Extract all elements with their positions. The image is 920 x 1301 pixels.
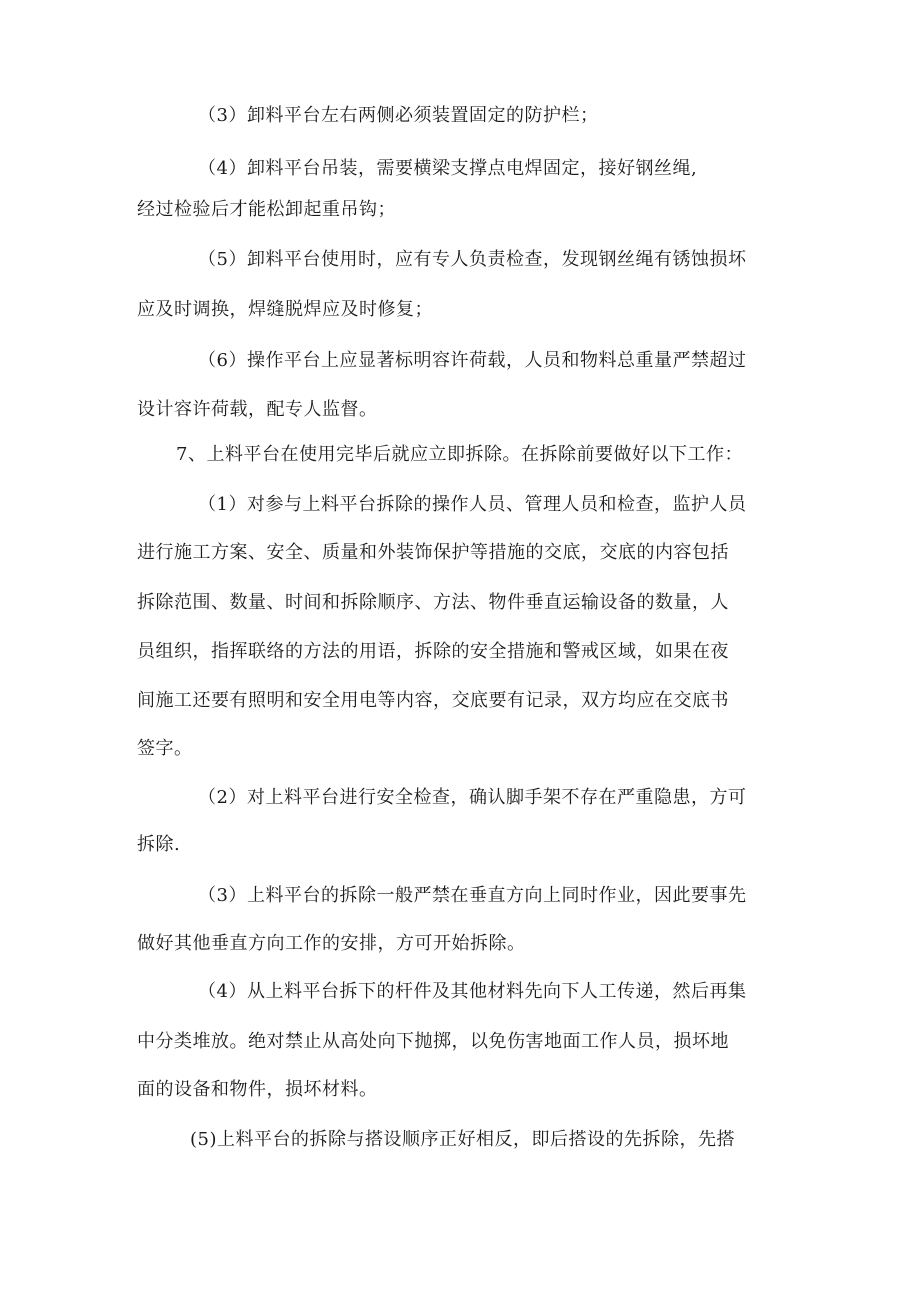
text-line: （3）上料平台的拆除一般严禁在垂直方向上同时作业，因此要事先 <box>198 885 747 906</box>
text-line: 经过检验后才能松卸起重吊钩； <box>137 199 396 220</box>
text-line: 做好其他垂直方向工作的安排，方可开始拆除。 <box>137 933 526 954</box>
text-line: 面的设备和物件，损坏材料。 <box>137 1079 378 1100</box>
text-line: 拆除. <box>137 834 181 855</box>
text-line: 拆除范围、数量、时间和拆除顺序、方法、物件垂直运输设备的数量，人 <box>137 592 729 613</box>
text-line: （4）从上料平台拆下的杆件及其他材料先向下人工传递，然后再集 <box>198 981 747 1002</box>
text-line: （1）对参与上料平台拆除的操作人员、管理人员和检查，监护人员 <box>198 494 747 515</box>
text-line: 中分类堆放。绝对禁止从高处向下抛掷，以免伤害地面工作人员，损坏地 <box>137 1031 729 1052</box>
text-line: 间施工还要有照明和安全用电等内容，交底要有记录，双方均应在交底书 <box>137 690 729 711</box>
text-line: （4）卸料平台吊装，需要横梁支撑点电焊固定，接好钢丝绳, <box>198 158 698 179</box>
text-line: 进行施工方案、安全、质量和外装饰保护等措施的交底，交底的内容包括 <box>137 542 729 563</box>
text-line: 设计容许荷载，配专人监督。 <box>137 399 378 420</box>
text-line: 签字。 <box>137 738 193 759</box>
text-line: （2）对上料平台进行安全检查，确认脚手架不存在严重隐患，方可 <box>198 787 747 808</box>
text-line: （6）操作平台上应显著标明容许荷载，人员和物料总重量严禁超过 <box>198 350 747 371</box>
text-line: 应及时调换，焊缝脱焊应及时修复； <box>137 299 433 320</box>
text-line: （5）卸料平台使用时，应有专人负责检查，发现钢丝绳有锈蚀损坏 <box>198 249 747 270</box>
text-line: (5)上料平台的拆除与搭设顺序正好相反，即后搭设的先拆除，先搭 <box>190 1129 735 1150</box>
section-heading: 7、上料平台在使用完毕后就应立即拆除。在拆除前要做好以下工作： <box>176 444 743 465</box>
text-line: （3）卸料平台左右两侧必须装置固定的防护栏； <box>198 105 599 126</box>
text-line: 员组织，指挥联络的方法的用语，拆除的安全措施和警戒区域，如果在夜 <box>137 641 729 662</box>
